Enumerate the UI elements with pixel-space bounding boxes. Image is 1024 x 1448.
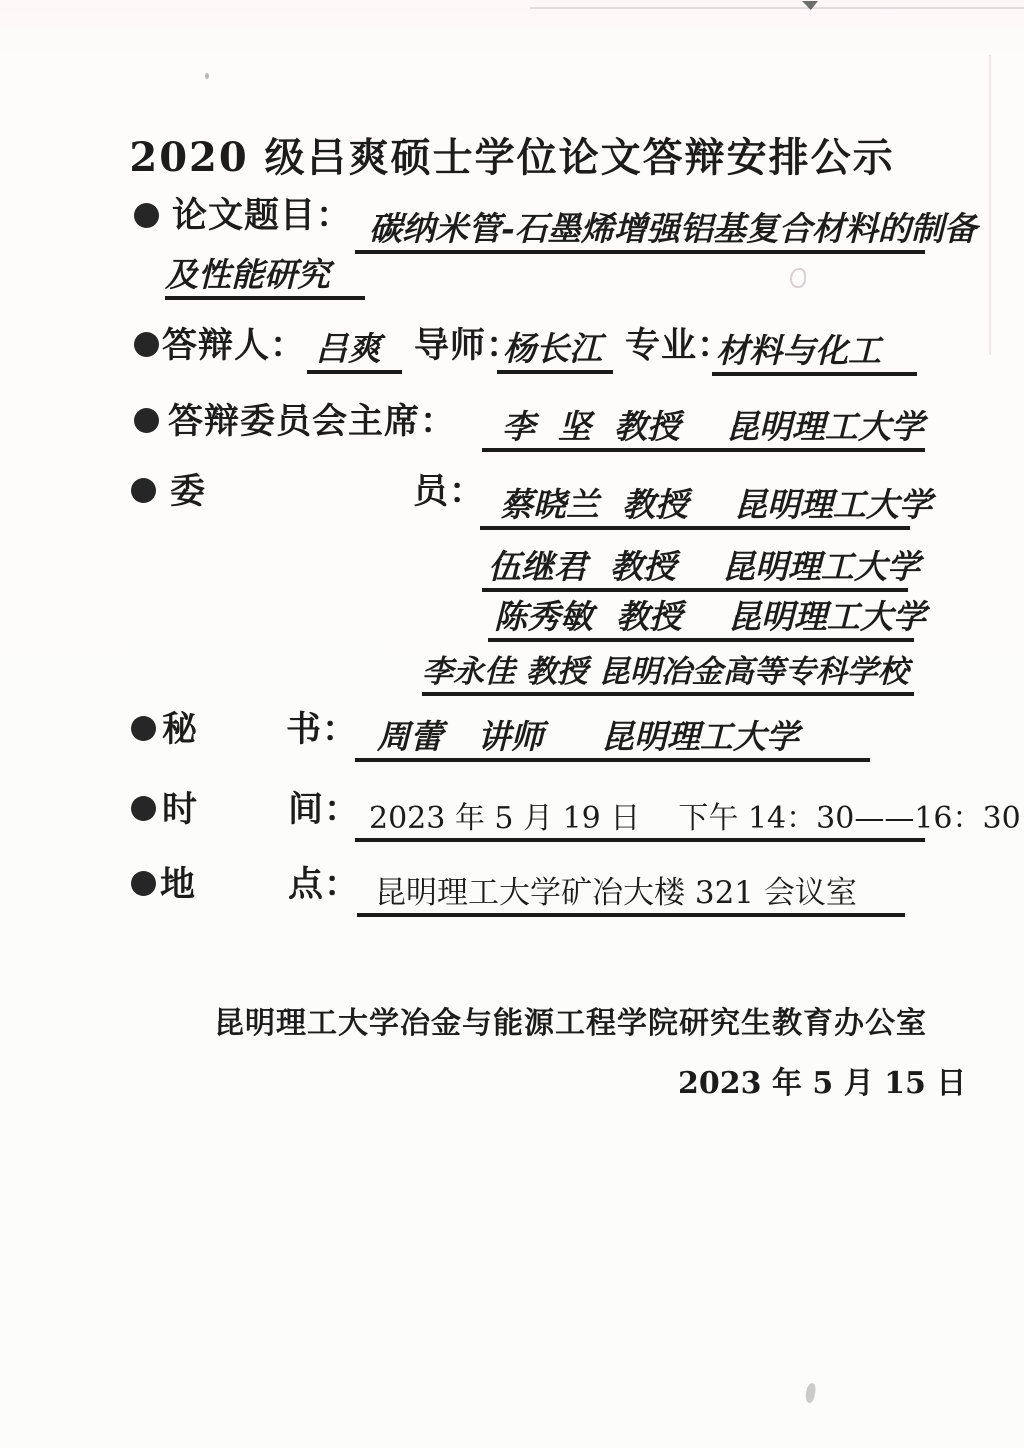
committee-member-row: 伍继君 教授 昆明理工大学 xyxy=(482,546,908,592)
thesis-title-value-line2 xyxy=(165,252,365,300)
location-value: 昆明理工大学矿冶大楼 321 会议室 xyxy=(357,867,905,917)
bullet-icon xyxy=(134,332,159,357)
location-label-left: 地 xyxy=(160,864,197,905)
time-label-right: 间： xyxy=(288,789,361,830)
page-title: 2020 级吕爽硕士学位论文答辩安排公示 xyxy=(129,134,895,181)
footer-organization: 昆明理工大学冶金与能源工程学院研究生教育办公室 xyxy=(214,1006,927,1041)
committee-member-row: 李永佳 教授 昆明冶金高等专科学校 xyxy=(422,648,914,696)
major-value: 材料与化工 xyxy=(712,328,917,376)
scan-artifact-mark xyxy=(802,1,818,10)
bullet-icon xyxy=(131,716,156,741)
bullet-icon xyxy=(131,478,156,503)
scan-artifact-line xyxy=(530,7,1024,9)
scan-artifact-dot xyxy=(205,73,209,79)
committee-member-row: 陈秀敏 教授 昆明理工大学 xyxy=(488,596,914,642)
time-label-left: 时 xyxy=(162,789,199,830)
bullet-icon xyxy=(134,203,159,228)
location-label-right: 点： xyxy=(288,864,361,905)
committee-label-left: 委 xyxy=(170,471,207,512)
thesis-title-value-line1 xyxy=(355,198,977,254)
defender-value: 吕爽 xyxy=(307,328,402,374)
bullet-icon xyxy=(134,408,159,433)
secretary-label-right: 书： xyxy=(286,709,359,750)
thesis-title-text-2: 及性能研究 xyxy=(165,254,330,294)
footer-date: 2023 年 5 月 15 日 xyxy=(678,1066,967,1101)
advisor-value: 杨长江 xyxy=(497,328,613,374)
thesis-title-text-1: 碳纳米管-石墨烯增强铝基复合材料的制备 xyxy=(369,208,977,248)
advisor-label: 导师： xyxy=(414,325,523,366)
chair-label: 答辩委员会主席： xyxy=(168,401,457,442)
bullet-icon xyxy=(131,871,156,896)
secretary-label-left: 秘 xyxy=(162,709,199,750)
defender-label: 答辩人： xyxy=(162,325,307,366)
committee-member-row: 蔡晓兰 教授 昆明理工大学 xyxy=(480,476,910,530)
secretary-value: 周蕾 讲师 昆明理工大学 xyxy=(355,712,870,762)
scan-artifact-vline xyxy=(989,55,991,355)
time-value: 2023 年 5 月 19 日 下午 14：30——16：30 xyxy=(355,792,925,842)
committee-label-right: 员： xyxy=(413,471,486,512)
scan-artifact-squiggle xyxy=(790,268,806,288)
scan-artifact-smudge xyxy=(804,1382,817,1403)
major-label: 专业： xyxy=(625,325,734,366)
chair-value: 李 坚 教授 昆明理工大学 xyxy=(482,404,925,452)
bullet-icon xyxy=(131,796,156,821)
thesis-title-label: 论文题目： xyxy=(172,195,353,236)
